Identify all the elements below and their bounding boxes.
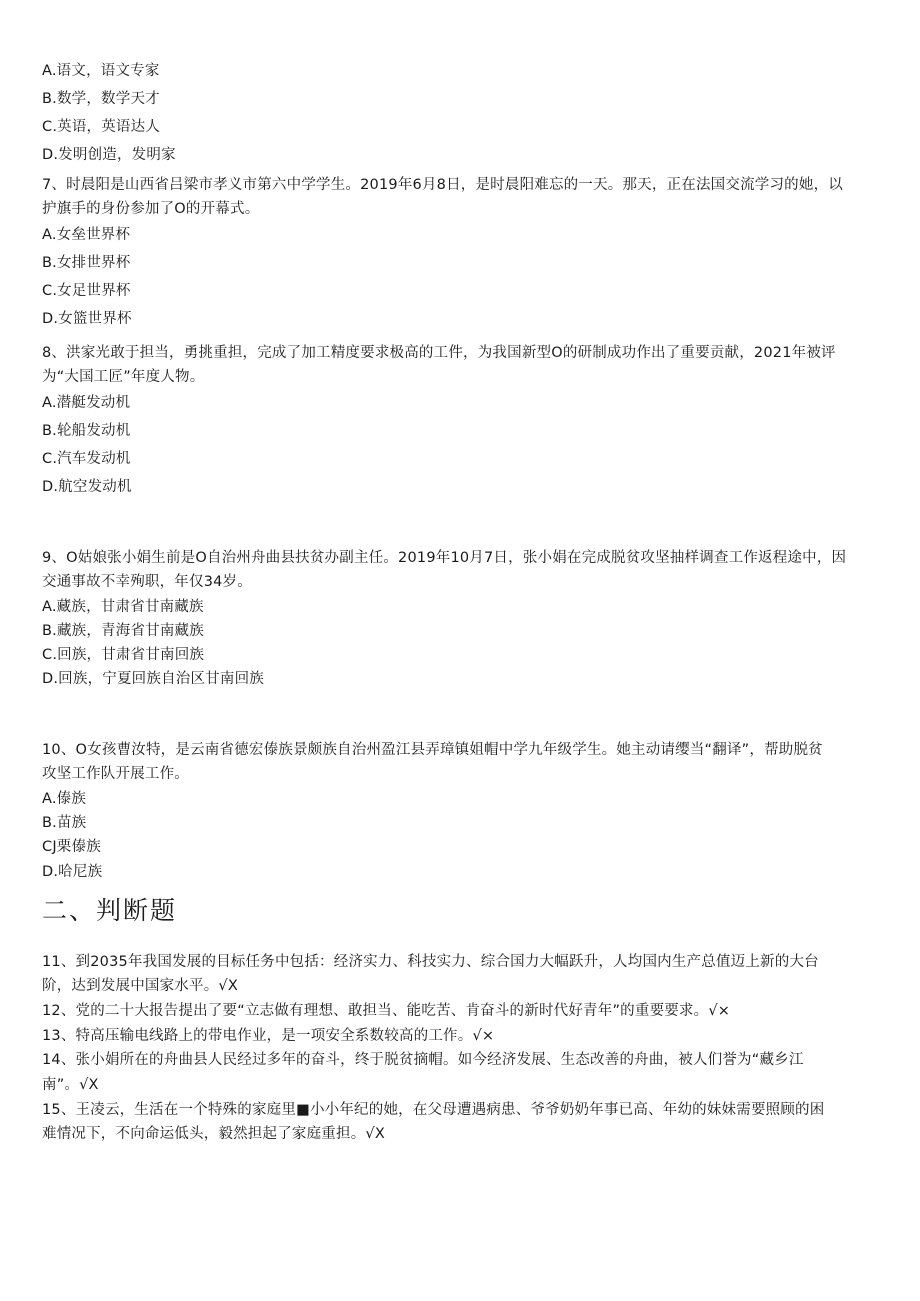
q11-line1: 11、到2035年我国发展的目标任务中包括：经济实力、科技实力、综合国力大幅跃升，人均国内生产总值迈上新的大台 [42, 954, 819, 970]
q13-line1: 13、特高压输电线路上的带电作业，是一项安全系数较高的工作。√× [42, 1028, 495, 1044]
q12-line1: 12、党的二十大报告提出了要“立志做有理想、敢担当、能吃苦、肯奋斗的新时代好青年”的重要要求。√× [42, 1003, 731, 1019]
q8-stem-line2: 为“大国工匠”年度人物。 [42, 369, 205, 385]
q7-option-d: D.女篮世界杯 [42, 311, 132, 327]
q7-stem-line2: 护旗手的身份参加了O的开幕式。 [42, 201, 260, 217]
q10-stem-line2: 攻坚工作队开展工作。 [42, 766, 189, 782]
q8-option-b: B.轮船发动机 [42, 423, 131, 439]
section-heading-judgement: 二、判断题 [42, 896, 178, 925]
q15-line1: 15、王凌云，生活在一个特殊的家庭里■小小年纪的她，在父母遭遇病患、爷爷奶奶年事已高、年幼的妹妹需要照顾的困 [42, 1102, 825, 1118]
q9-option-b: B.藏族，青海省甘南藏族 [42, 623, 204, 639]
q10-option-d: D.哈尼族 [42, 864, 103, 880]
q14-line2: 南”。√X [42, 1077, 99, 1093]
q9-option-d: D.回族，宁夏回族自治区甘南回族 [42, 671, 264, 687]
q7-stem-line1: 7、时晨阳是山西省吕梁市孝义市第六中学学生。2019年6月8日，是时晨阳难忘的一天。那天，正在法国交流学习的她，以 [42, 177, 843, 193]
q11-line2: 阶，达到发展中国家水平。√X [42, 978, 238, 994]
q9-stem-line2: 交通事故不幸殉职，年仅34岁。 [42, 574, 252, 590]
q6-option-c: C.英语，英语达人 [42, 119, 161, 135]
q9-option-c: C.回族，甘肃省甘南回族 [42, 647, 205, 663]
q6-option-d: D.发明创造，发明家 [42, 147, 176, 163]
q8-option-a: A.潜艇发动机 [42, 395, 131, 411]
q8-stem-line1: 8、洪家光敢于担当，勇挑重担，完成了加工精度要求极高的工件，为我国新型O的研制成功作出了重要贡献，2021年被评 [42, 345, 836, 361]
q9-option-a: A.藏族，甘肃省甘南藏族 [42, 599, 204, 615]
q10-option-c: CJ栗傣族 [42, 839, 101, 855]
q10-option-b: B.苗族 [42, 815, 87, 831]
q10-option-a: A.傣族 [42, 791, 87, 807]
q15-line2: 难情况下，不向命运低头，毅然担起了家庭重担。√X [42, 1126, 385, 1142]
q9-stem-line1: 9、O姑娘张小娟生前是O自治州舟曲县扶贫办副主任。2019年10月7日，张小娟在完成脱贫攻坚抽样调查工作返程途中，因 [42, 550, 847, 566]
q8-option-d: D.航空发动机 [42, 479, 132, 495]
q7-option-b: B.女排世界杯 [42, 255, 131, 271]
q6-option-b: B.数学，数学天才 [42, 91, 160, 107]
q8-option-c: C.汽车发动机 [42, 451, 131, 467]
q6-option-a: A.语文，语文专家 [42, 63, 160, 79]
q7-option-c: C.女足世界杯 [42, 283, 131, 299]
q14-line1: 14、张小娟所在的舟曲县人民经过多年的奋斗，终于脱贫摘帽。如今经济发展、生态改善的舟曲，被人们誉为“藏乡江 [42, 1052, 804, 1068]
q10-stem-line1: 10、O女孩曹汝特，是云南省德宏傣族景颇族自治州盈江县弄璋镇姐帽中学九年级学生。她主动请缨当“翻译”，帮助脱贫 [42, 742, 823, 758]
q7-option-a: A.女垒世界杯 [42, 227, 131, 243]
